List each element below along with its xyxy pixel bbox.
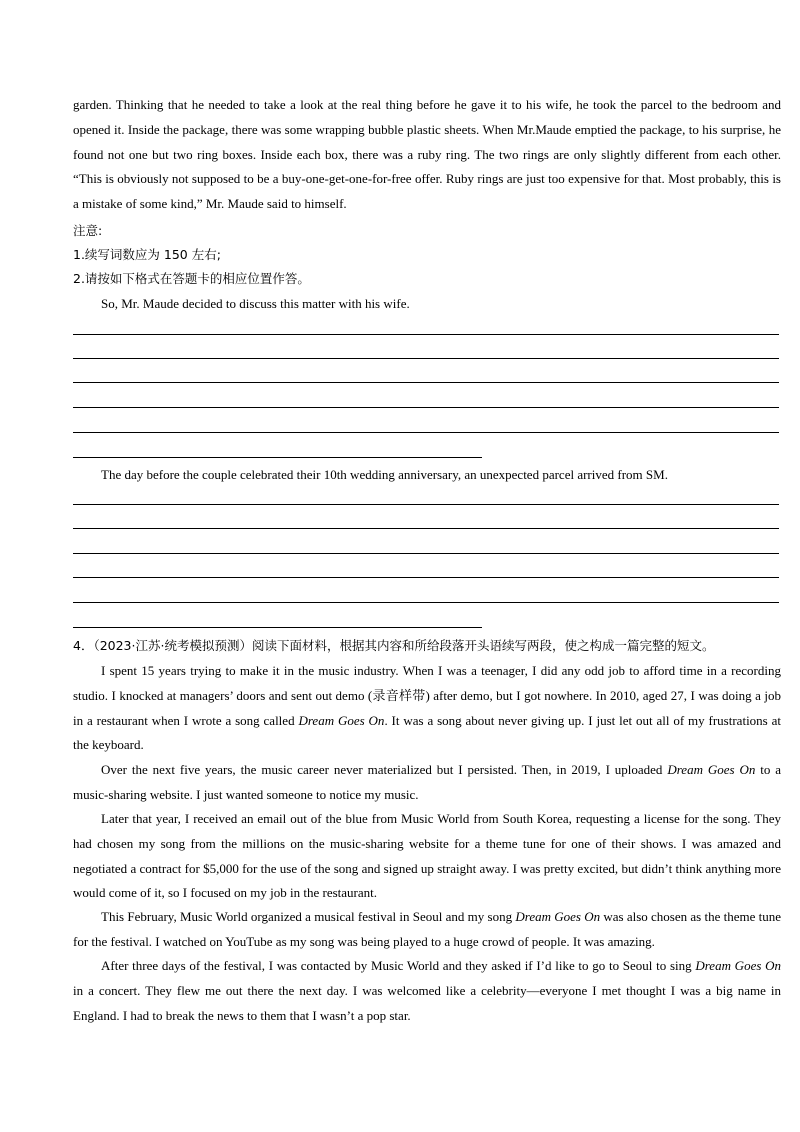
story-paragraph-1: I spent 15 years trying to make it in the music industry. When I was a teenager, I did any odd job to afford time in a recording studio. I knocked at managers’ doors and sent out demo (录音样带) after demo, but I got nowhere. In 2010, aged 27, I was doing a job in a restaurant when I wrote a song called Dream Goes On. It was a song about never giving up. I just let out all of my frustrations at the keyboard. (73, 663, 781, 753)
notes-title: 注意: (73, 223, 103, 238)
answer-line (73, 602, 779, 603)
continuation-paragraph: garden. Thinking that he needed to take a look at the real thing before he gave it to his wife, he took the parcel to the bedroom and opened it. Inside the package, there was some wrapping bubble plastic sheets. When Mr.Maude emptied the package, to his surprise, he found not one but two ring boxes. Inside each box, there was a ruby ring. The two rings are only slightly different from each other. “This is obviously not supposed to be a buy-one-get-one-for-free offer. Ruby rings are just too expensive for that. Most probably, this is a mistake of some kind,” Mr. Maude said to himself. (73, 97, 781, 212)
prompt-second: The day before the couple celebrated their 10th wedding anniversary, an unexpected parcel arrived from SM. (101, 467, 668, 482)
story-paragraph-4: This February, Music World organized a musical festival in Seoul and my song Dream Goes On was also chosen as the theme tune for the festival. I watched on YouTube as my song was being played to a huge crowd of people. It was amazing. (73, 909, 782, 949)
prompt-first: So, Mr. Maude decided to discuss this matter with his wife. (101, 296, 410, 311)
story-paragraph-2: Over the next five years, the music career never materialized but I persisted. Then, in 2019, I uploaded Dream Goes On to a music-sharing website. I just wanted someone to notice my music. (73, 762, 781, 802)
song-title: Dream Goes On (695, 958, 781, 973)
answer-line (73, 627, 482, 628)
answer-line (73, 407, 779, 408)
answer-line (73, 528, 779, 529)
note-item-1: 1.续写词数应为 150 左右; (73, 247, 221, 262)
answer-line (73, 358, 779, 359)
answer-line (73, 553, 779, 554)
answer-line (73, 432, 779, 433)
story-paragraph-3: Later that year, I received an email out of the blue from Music World from South Korea, requesting a license for the song. They had chosen my song from the millions on the music-sharing website for a theme tune for one of their shows. I was amazed and negotiated a contract for $5,000 for the use of the song and signed up straight away. I was pretty excited, but didn’t think anything more would come of it, so I focused on my job in the restaurant. (73, 811, 781, 901)
answer-line (73, 382, 779, 383)
answer-line (73, 334, 779, 335)
question-4-header: 4．（2023·江苏·统考模拟预测）阅读下面材料，根据其内容和所给段落开头语续写两段，使之构成一篇完整的短文。 (73, 638, 715, 653)
note-item-2: 2.请按如下格式在答题卡的相应位置作答。 (73, 271, 310, 286)
answer-line (73, 577, 779, 578)
song-title: Dream Goes On (667, 762, 756, 777)
song-title: Dream Goes On (515, 909, 601, 924)
answer-line (73, 504, 779, 505)
answer-line (73, 457, 482, 458)
song-title: Dream Goes On (298, 712, 385, 728)
story-paragraph-5: After three days of the festival, I was contacted by Music World and they asked if I’d like to go to Seoul to sing Dream Goes On in a concert. They flew me out there the next day. I was welcomed like a celebrity—everyone I met thought I was a big name in England. I had to break the news to them that I wasn’t a pop star. (73, 958, 781, 1023)
